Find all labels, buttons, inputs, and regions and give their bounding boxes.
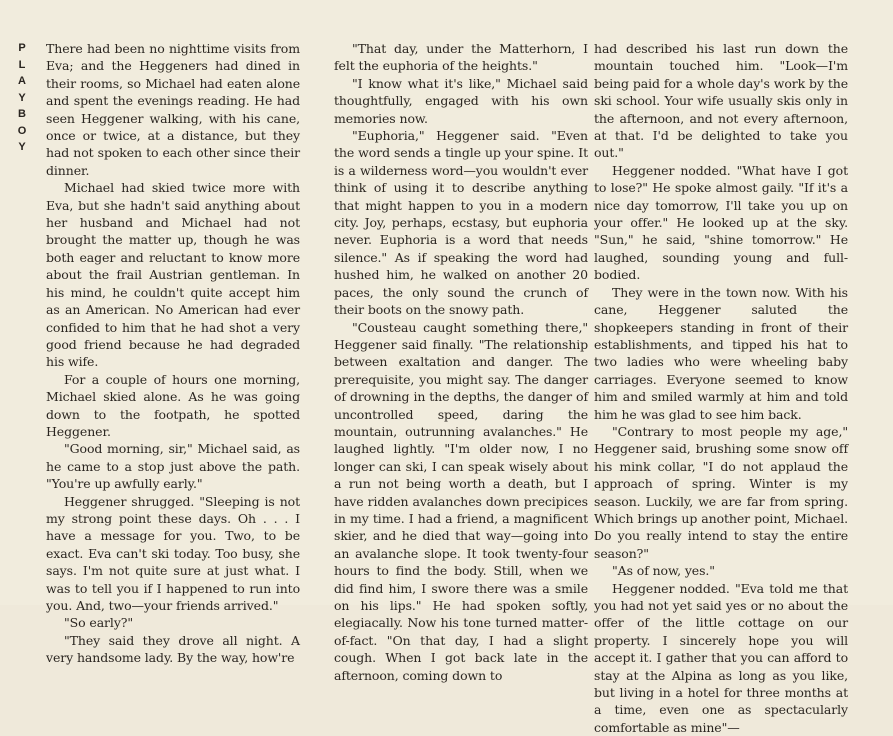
paragraph: They were in the town now. With his cane, Heggener saluted the shopkeepers standing in front of their establishments, and tipped his hat to two ladies who were wheeling baby carriages. Everyone seemed to know him and smiled warmly at him and told him he was glad to see him back. bbox=[594, 284, 848, 422]
paragraph: "I know what it's like," Michael said thoughtfully, engaged with his own memories now. bbox=[334, 75, 588, 126]
runner-letter: Y bbox=[18, 91, 26, 104]
paragraph: "Euphoria," Heggener said. "Even the word sends a tingle up your spine. It is a wilderness word—you wouldn't ever think of using it to describe anything that might happen to you in a modern city. Joy, perhaps, ecstasy, but euphoria never. Euphoria is a word that needs silence." As if speaking the word had hushed him, he walked on another 20 paces, the only sound the crunch of their boots on the snowy path. bbox=[334, 128, 588, 318]
paragraph: Heggener nodded. "What have I got to lose?" He spoke almost gaily. "If it's a nice day tomorrow, I'll take you up on your offer." He looked up at the sky. "Sun," he said, "shine tomorrow." He laughed, sounding young and full-bodied. bbox=[594, 162, 848, 283]
paragraph: "They said they drove all night. A very handsome lady. By the way, how're bbox=[46, 632, 300, 666]
text-column-2 bbox=[334, 40, 588, 684]
paragraph: "Good morning, sir," Michael said, as he came to a stop just above the path. "You're up awfully early." bbox=[46, 441, 300, 492]
text-column-3 bbox=[594, 40, 848, 736]
runner-letter: P bbox=[18, 42, 26, 54]
paragraph: There had been no nighttime visits from Eva; and the Heggeners had dined in their rooms, so Michael had eaten alone and spent the evenings reading. He had seen Heggener walking, with his cane, once or twice, at a distance, but they had not spoken to each other since their dinner. bbox=[46, 41, 300, 178]
runner-letter: B bbox=[18, 108, 26, 120]
runner-letter: Y bbox=[18, 141, 26, 153]
paragraph: had described his last run down the mountain touched him. "Look—I'm being paid for a whole day's work by the ski school. Your wife usually skis only in the afternoon, and not every afternoon, at that. I'd be delighted to take you out." bbox=[594, 41, 848, 161]
paragraph: "Cousteau caught something there," Heggener said finally. "The relationship between exaltation and danger. The prerequisite, you might say. The danger of drowning in the depths, the danger of uncontrolled speed, daring the mountain, outrunning avalanches." He laughed lightly. "I'm older now, I no longer can ski, I can speak wisely about a run not being worth a death, but I have ridden avalanches down precipices in my time. I had a friend, a magnificent skier, and he died that way—going into an avalanche slope. It took twenty-four hours to find the body. Still, when we did find him, I swore there was a smile on his lips." He had spoken softly, elegiacally. Now his tone turned matter-of-fact. "On that day, I had a slight cough. When I got back late in the afternoon, coming down to bbox=[334, 319, 588, 683]
text-column-1 bbox=[46, 40, 300, 667]
paragraph: Heggener nodded. "Eva told me that you had not yet said yes or no about the offer of the little cottage on our property. I sincerely hope you will accept it. I gather that you can afford to stay at the Alpina as long as you like, but living in a hotel for three months at a time, even one as spectacularly comfortable as mine"— bbox=[594, 580, 848, 735]
runner-letter: A bbox=[18, 75, 26, 87]
paragraph: Heggener shrugged. "Sleeping is not my strong point these days. Oh . . . I have a message for you. Two, to be exact. Eva can't ski today. Too busy, she says. I'm not quite sure at just what. I was to tell you if I happened to run into you. And, two—your friends arrived." bbox=[46, 493, 300, 613]
paragraph: "So early?" bbox=[64, 615, 134, 631]
paragraph: For a couple of hours one morning, Michael skied alone. As he was going down to the footpath, he spotted Heggener. bbox=[46, 371, 300, 439]
runner-letter: L bbox=[18, 58, 26, 71]
paragraph: "Contrary to most people my age," Heggener said, brushing some snow off his mink collar, "I do not applaud the approach of spring. Winter is my season. Luckily, we are far from spring. Which brings up another point, Michael. Do you really intend to stay the entire season?" bbox=[594, 423, 848, 561]
paragraph: "That day, under the Matterhorn, I felt the euphoria of the heights." bbox=[334, 41, 588, 74]
runner-letter: O bbox=[17, 124, 27, 137]
magazine-running-title bbox=[10, 40, 34, 156]
paragraph: Michael had skied twice more with Eva, but she hadn't said anything about her husband and Michael had not brought the matter up, though he was both eager and reluctant to know more about the frail Austrian gentleman. In his mind, he couldn't quite accept him as an American. No American had ever confided to him that he had shot a very good friend because he had degraded his wife. bbox=[46, 180, 300, 370]
paragraph: "As of now, yes." bbox=[612, 563, 715, 579]
